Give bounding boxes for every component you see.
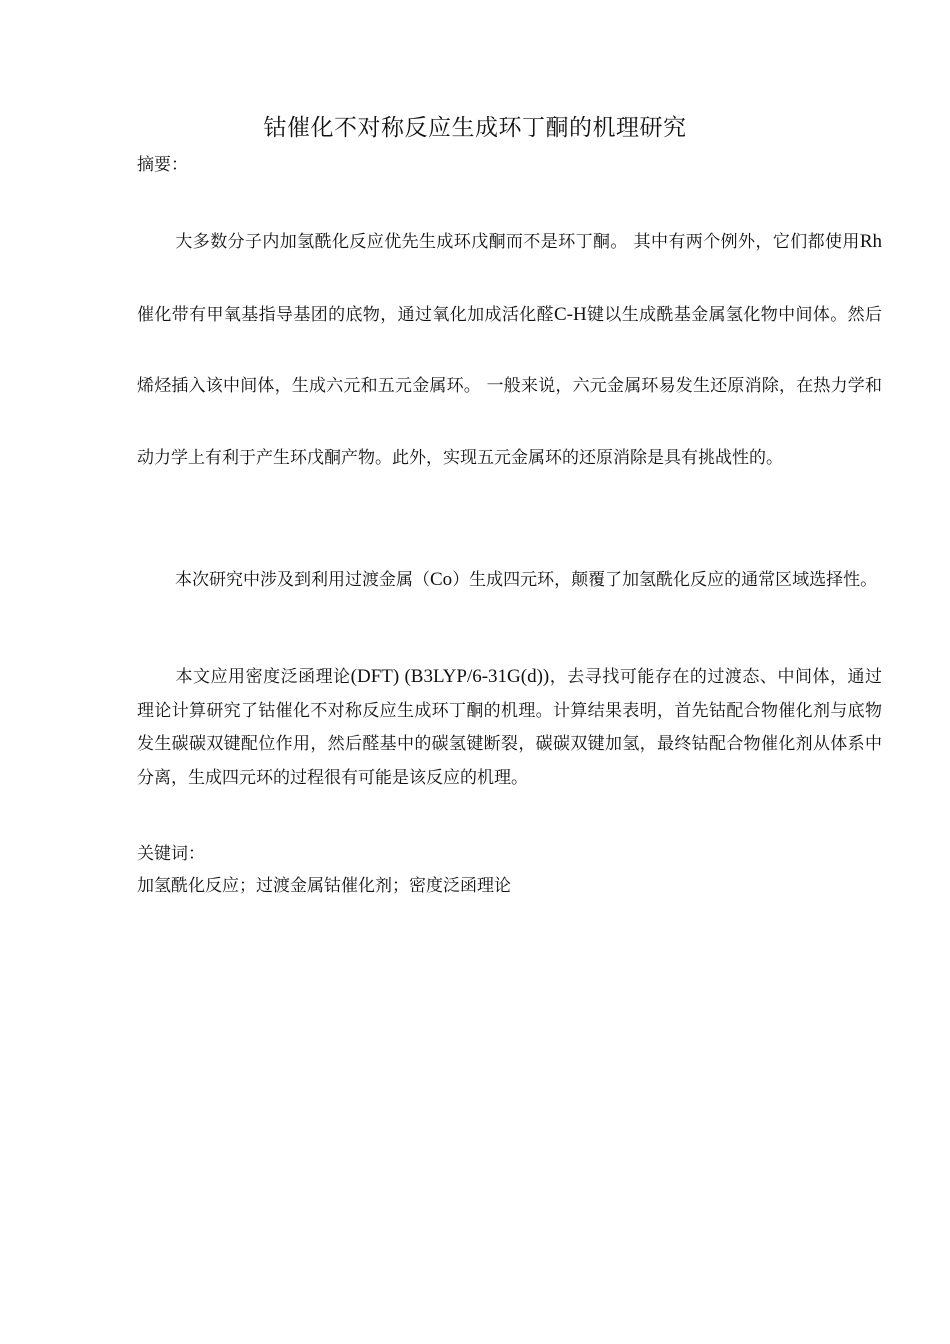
document-title: 钴催化不对称反应生成环丁酮的机理研究 bbox=[263, 115, 687, 141]
keywords-text: 加氢酰化反应；过渡金属钴催化剂；密度泛函理论 bbox=[137, 876, 511, 896]
abstract-paragraph-1 bbox=[137, 206, 882, 494]
abstract-paragraph-3 bbox=[137, 660, 882, 795]
keywords-label: 关键词： bbox=[137, 844, 205, 864]
paragraph-text: 大多数分子内加氢酰化反应优先生成环戊酮而不是环丁酮。 其中有两个例外，它们都使用 bbox=[175, 232, 860, 252]
paragraph-text: 催化带有甲氧基指导基团的底物，通过氧化加成活化醛 bbox=[137, 304, 554, 325]
paragraph-text: 本次研究中涉及到利用过渡金属（ bbox=[175, 570, 430, 590]
paragraph-text: 本文应用密度泛函理论 bbox=[175, 667, 351, 687]
paragraph-text-latin: (DFT) (B3LYP/6-31G(d)) bbox=[350, 666, 550, 687]
paragraph-text: ，去寻找可能存在的过渡态、中间体，通过理论计算研究了钴催化不对称反应生成环丁酮的机理。计算结果表明，首先钴配合物催化剂与底物发生碳碳双键配位作用，然后醛基中的碳氢键断裂，碳碳双键加氢，最终钴配合物催化剂从体系中分离，生成四元环的过程很有可能是该反应的机理。 bbox=[137, 667, 883, 788]
abstract-paragraph-2 bbox=[137, 548, 882, 612]
paragraph-text: 键以生成酰基金属氢化物中间体。然后烯烃插入该中间体，生成六元和五元金属环。 一般来说，六元金属环易发生还原消除，在热力学和动力学上有利于产生环戊酮产物。此外，实现五元金属环的还原消除是具有挑战性的。 bbox=[137, 304, 883, 468]
paragraph-text: ）生成四元环，颠覆了加氢酰化反应的通常区域选择性。 bbox=[452, 570, 878, 590]
paragraph-text-latin: C-H bbox=[553, 303, 587, 325]
paragraph-text-latin: Rh bbox=[859, 231, 882, 252]
abstract-label: 摘要： bbox=[137, 155, 188, 175]
paragraph-text-latin: Co bbox=[430, 569, 453, 590]
